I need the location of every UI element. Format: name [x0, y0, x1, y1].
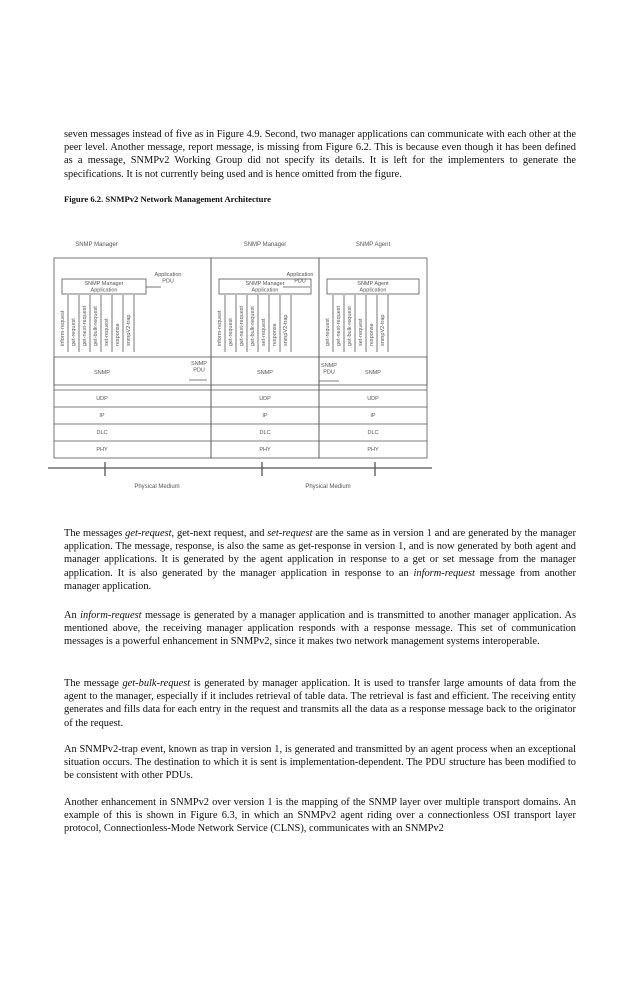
text-run: message is generated by a manager application and is transmitted to another manager application. As mentioned above, the receiving manager application responds with a response message. This set of communication messages is a powerful enhancement in SNMPv2, since it makes two network management systems interoperable.	[64, 610, 576, 648]
physical-medium-label: Physical Medium	[305, 484, 351, 490]
layer-label: PHY	[259, 447, 271, 453]
text-run: get-next request, and	[174, 528, 268, 539]
paragraph-1	[64, 527, 576, 593]
message-label: get-bulk-request	[250, 306, 256, 346]
application-pdu-label: Application	[286, 272, 314, 278]
layer-label: UDP	[367, 396, 379, 402]
layer-label: DLC	[259, 430, 271, 436]
layer-label: DLC	[96, 430, 108, 436]
layer-label: IP	[262, 413, 268, 419]
physical-medium-label: Physical Medium	[134, 484, 180, 490]
text-run: are the same as in version 1 and are generated by the manager application. The message, response, is also the same as get-response in version 1, and is now generated by both agent and manager applications. It is generated by the agent application in response to a get or set message from the manager application. It is also generated by the manager application in response to an	[64, 528, 576, 579]
layer-label: PHY	[367, 447, 379, 453]
text-run: inform-request	[80, 610, 142, 621]
snmp-pdu-label: PDU	[193, 367, 205, 374]
snmp-pdu-label: SNMP	[191, 361, 207, 367]
system-title: SNMP Agent	[355, 242, 391, 248]
layer-label: DLC	[367, 430, 379, 436]
layer-label: SNMP	[257, 370, 273, 376]
message-label: get-next-request	[82, 305, 88, 346]
text-run: get-bulk-request	[122, 678, 191, 689]
message-label: response	[369, 323, 375, 346]
message-label: get-request	[71, 318, 77, 346]
text-run: An SNMPv2-trap event, known as trap in version 1, is generated and transmitted by an agent process when an exceptional situation occurs. The destination to which it is sent is implementation-dependent. The PDU structure has been modified to be consistent with other PDUs.	[64, 744, 576, 782]
message-label: get-bulk-request	[93, 306, 99, 346]
message-label: get-request	[325, 318, 331, 346]
message-label: inform-request	[217, 310, 223, 346]
snmp-pdu-label: SNMP	[321, 363, 337, 369]
application-pdu-label: PDU	[294, 278, 306, 285]
message-label: get-request	[228, 318, 234, 346]
text-run: The messages	[64, 528, 126, 539]
message-label: snmpV2-trap	[283, 314, 289, 346]
layer-label: SNMP	[94, 370, 110, 376]
application-label: SNMP Manager	[245, 281, 285, 287]
layer-label: IP	[370, 413, 376, 419]
text-run: The message	[64, 678, 123, 689]
application-label: Application	[251, 287, 279, 294]
application-pdu-label: Application	[154, 272, 182, 278]
layer-label: UDP	[259, 396, 271, 402]
message-label: get-next-request	[336, 305, 342, 346]
message-label: snmpV2-trap	[380, 314, 386, 346]
message-label: set-request	[261, 318, 267, 346]
message-label: get-next-request	[239, 305, 245, 346]
message-label: response	[272, 323, 278, 346]
snmp-pdu-label: PDU	[323, 369, 335, 376]
text-run: is generated by manager application. It is used to transfer large amounts of data from the agent to the manager, especially if it includes retrieval of table data. The retrieval is fast and efficient. The receiving entity generates and fills data for each entry in the request and transmits all the data as a response message back to the originator of the request.	[64, 678, 576, 729]
layer-label: SNMP	[365, 370, 381, 376]
message-label: inform-request	[60, 310, 66, 346]
application-label: Application	[359, 287, 387, 294]
text-run: set-request	[267, 528, 313, 539]
system-title: SNMP Manager	[243, 242, 287, 248]
layer-label: PHY	[96, 447, 108, 453]
text-run: An	[64, 610, 81, 621]
figure-caption: Figure 6.2. SNMPv2 Network Management Architecture	[64, 194, 271, 204]
paragraph-2	[64, 609, 576, 649]
application-pdu-label: PDU	[162, 278, 174, 285]
paragraph-3	[64, 677, 576, 730]
intro-paragraph: seven messages instead of five as in Figure 4.9. Second, two manager applications can communicate with each other at the peer level. Another message, report message, is missing from Figure 6.2. This is because even though it has been defined as a message, SNMPv2 Working Group did not specify its details. It is left for the implementers to generate the specifications. It is not currently being used and is hence omitted from the figure.	[64, 129, 576, 180]
message-label: get-bulk-request	[347, 306, 353, 346]
text-run: message from another manager application.	[64, 567, 576, 592]
paragraph-5	[64, 796, 576, 836]
system-title: SNMP Manager	[75, 242, 118, 248]
application-label: SNMP Agent	[357, 281, 389, 287]
layer-label: UDP	[96, 396, 108, 402]
paragraph-4	[64, 743, 576, 783]
text-run: inform-request	[413, 567, 475, 579]
snmp-layer	[54, 357, 211, 385]
layer-label: IP	[99, 413, 105, 419]
text-run: Another enhancement in SNMPv2 over version 1 is the mapping of the SNMP layer over multiple transport domains. An example of this is shown in Figure 6.3, in which an SNMPv2 agent riding over a connectionless OSI transport layer protocol, Connectionless-Mode Network Service (CLNS), communicates with an SNMPv2	[64, 797, 576, 835]
message-label: set-request	[104, 318, 110, 346]
application-label: SNMP Manager	[84, 281, 124, 287]
message-label: set-request	[358, 318, 364, 346]
text-run: get-request,	[125, 528, 175, 539]
message-label: snmpV2-trap	[126, 314, 132, 346]
message-label: response	[115, 323, 121, 346]
application-label: Application	[90, 287, 118, 294]
system-frame	[54, 258, 211, 458]
